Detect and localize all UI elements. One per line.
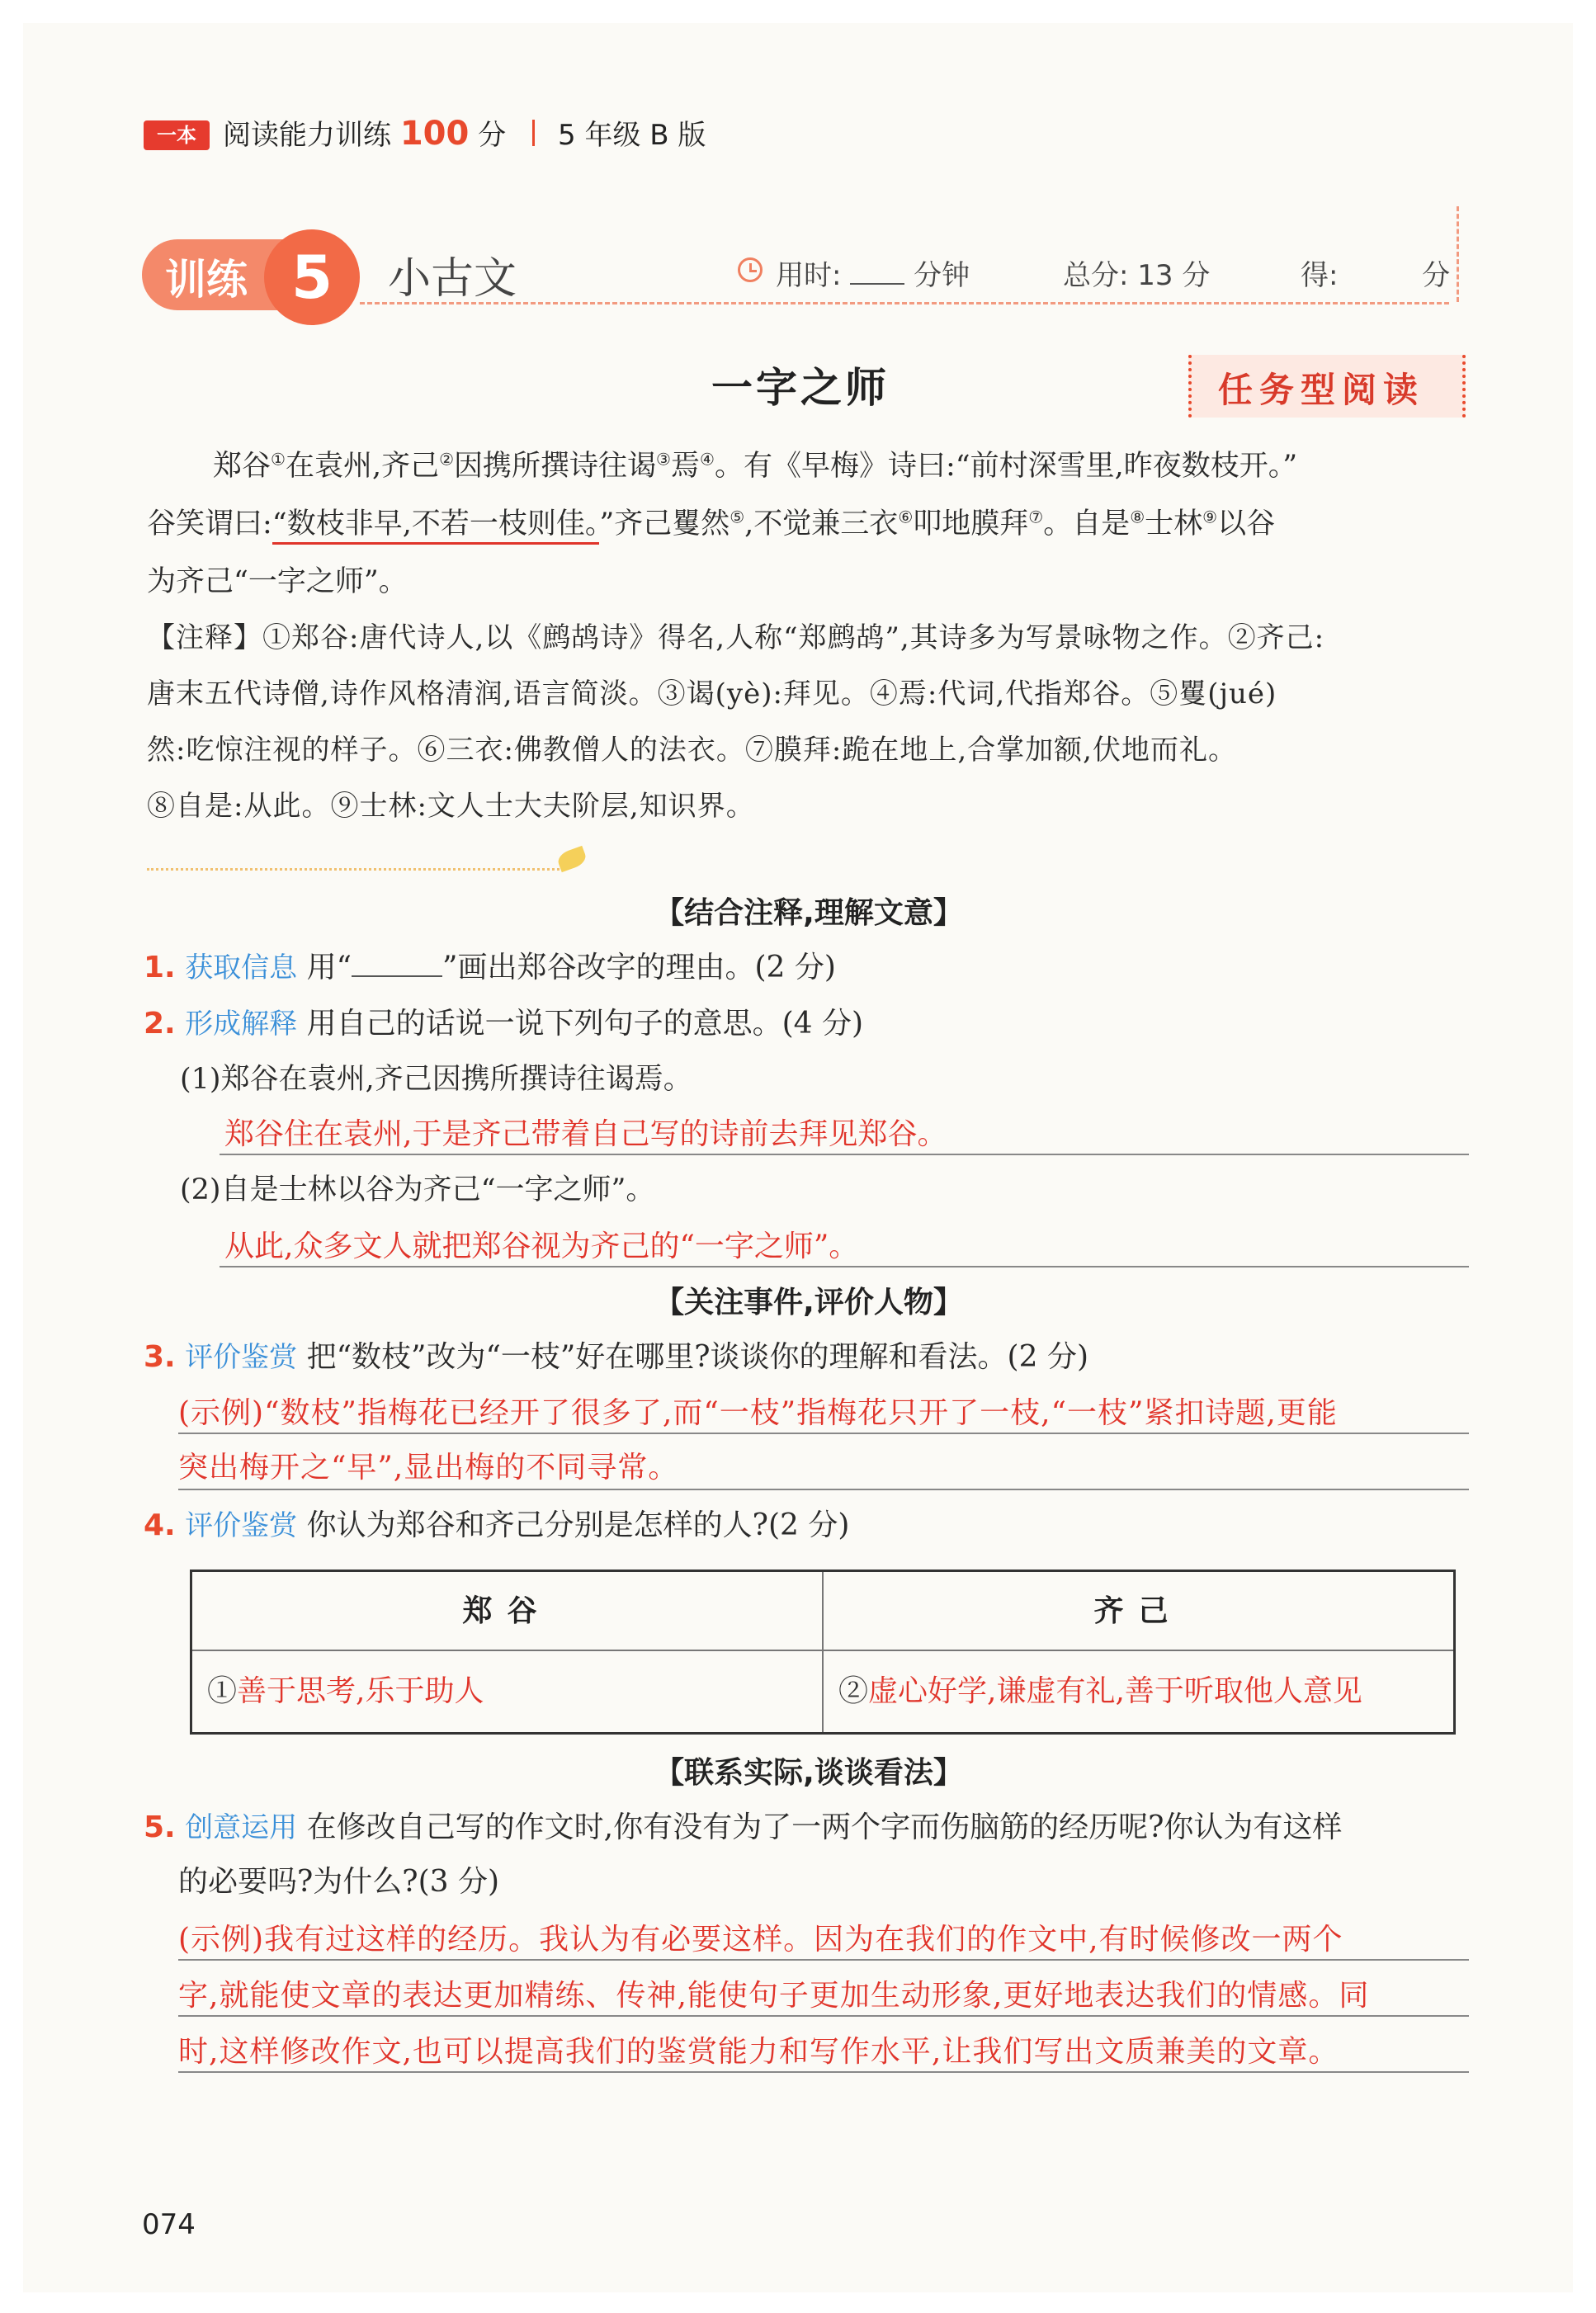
question-tag: 评价鉴赏 <box>185 1509 298 1542</box>
note-mark: ③ <box>656 449 671 470</box>
text-run: 以谷 <box>1217 507 1276 540</box>
cell-mark: ① <box>207 1674 238 1708</box>
section-heading-2: 【关注事件,评价人物】 <box>654 1286 963 1319</box>
banner-label: 训练 <box>165 256 248 304</box>
table-row <box>192 1651 1453 1732</box>
cell-answer: 善于思考,乐于助人 <box>237 1674 484 1708</box>
text-run: 焉 <box>670 450 700 483</box>
answer-5-line-2: 字,就能使文章的表达更加精练、传神,能使句子更加生动形象,更好地表达我们的情感。同 <box>178 1979 1370 2013</box>
brand-badge: 一本 <box>144 120 210 150</box>
text-run: 叩地膜拜 <box>913 507 1029 540</box>
text-run: 郑谷 <box>213 450 272 483</box>
text-run: 谷笑谓曰: <box>147 507 272 540</box>
book-unit: 分 <box>478 119 507 152</box>
question-text: 把“数枝”改为“一枝”好在哪里?谈谈你的理解和看法。(2 分) <box>306 1340 1088 1374</box>
table-header-cell: 郑谷 <box>192 1572 824 1651</box>
time-label: 用时: <box>776 259 842 292</box>
book-title-text: 阅读能力训练 <box>223 119 391 152</box>
text-run: 。有《早梅》诗曰:“前村深雪里,昨夜数枝开。” <box>714 450 1298 483</box>
answer-line <box>178 1489 1469 1490</box>
question-2 <box>144 997 863 1051</box>
book-title <box>223 112 506 153</box>
question-3 <box>144 1330 1088 1385</box>
time-field <box>776 253 970 293</box>
note-line-3: 然:吃惊注视的样子。⑥三衣:佛教僧人的法衣。⑦膜拜:跪在地上,合掌加额,伏地而礼。 <box>147 734 1237 767</box>
article-line-1 <box>147 437 1477 495</box>
article-title: 一字之师 <box>711 363 890 412</box>
table-cell <box>824 1651 1453 1732</box>
note-line-1: 【注释】①郑谷:唐代诗人,以《鹧鸪诗》得名,人称“郑鹧鸪”,其诗多为写景咏物之作。②齐己: <box>147 621 1325 654</box>
question-number: 3. <box>144 1340 176 1374</box>
answer-line <box>178 1433 1469 1434</box>
article-line-3: 为齐己“一字之师”。 <box>147 565 408 598</box>
question-tag: 评价鉴赏 <box>185 1341 298 1374</box>
question-tag: 形成解释 <box>185 1008 298 1041</box>
banner-dashed-line <box>360 302 1449 304</box>
question-tag: 创意运用 <box>185 1811 298 1844</box>
question-text: 用自己的话说一说下列句子的意思。(4 分) <box>306 1007 864 1041</box>
note-mark: ⑤ <box>730 507 745 527</box>
question-5-line-2: 的必要吗?为什么?(3 分) <box>178 1865 500 1899</box>
text-run: 。自是 <box>1043 507 1131 540</box>
text-run: 在袁州,齐己 <box>285 450 440 483</box>
question-text: ”画出郑谷改字的理由。(2 分) <box>442 951 836 984</box>
note-mark: ① <box>271 449 286 470</box>
question-2-sub-1: (1)郑谷在袁州,齐己因携所撰诗往谒焉。 <box>180 1063 692 1096</box>
answer-3-line-2: 突出梅开之“早”,显出梅的不同寻常。 <box>178 1451 679 1485</box>
book-score: 100 <box>399 115 470 153</box>
banner-dashed-vline <box>1457 206 1459 302</box>
cell-mark: ② <box>838 1674 869 1708</box>
note-mark: ② <box>439 449 455 470</box>
divider <box>147 868 560 871</box>
section-heading-1: 【结合注释,理解文意】 <box>654 896 963 930</box>
note-line-2: 唐末五代诗僧,诗作风格清润,语言简淡。③谒(yè):拜见。④焉:代词,代指郑谷。⑤矍(jué) <box>147 677 1277 710</box>
text-run: ”齐己矍然 <box>599 507 730 540</box>
question-tag: 获取信息 <box>185 951 298 984</box>
question-4 <box>144 1499 849 1553</box>
answer-5-line-1: (示例)我有过这样的经历。我认为有必要这样。因为在我们的作文中,有时候修改一两个 <box>178 1923 1343 1957</box>
answer-blank[interactable] <box>352 951 442 977</box>
answer-line <box>220 1266 1469 1267</box>
question-text: 在修改自己写的作文时,你有没有为了一两个字而伤脑筋的经历呢?你认为有这样 <box>306 1810 1343 1844</box>
score-field <box>1301 253 1450 293</box>
score-unit: 分 <box>1422 259 1451 292</box>
clock-icon <box>738 257 763 282</box>
note-mark: ④ <box>700 449 715 470</box>
grade-label: 5 年级 B 版 <box>558 119 706 152</box>
question-number: 5. <box>144 1810 176 1844</box>
answer-2-1: 郑谷住在袁州,于是齐己带着自己写的诗前去拜见郑谷。 <box>224 1117 947 1151</box>
page-number: 074 <box>142 2208 196 2241</box>
answer-5-line-3: 时,这样修改作文,也可以提高我们的鉴赏能力和写作水平,让我们写出文质兼美的文章。 <box>178 2035 1339 2069</box>
score-label: 得: <box>1301 259 1339 292</box>
question-number: 4. <box>144 1508 176 1542</box>
question-5 <box>144 1801 1342 1855</box>
answer-line <box>178 2071 1469 2073</box>
table-header-row <box>192 1572 1453 1651</box>
answer-2-2: 从此,众多文人就把郑谷视为齐己的“一字之师”。 <box>224 1230 859 1263</box>
time-blank[interactable] <box>850 260 904 285</box>
text-run: 士林 <box>1145 507 1203 540</box>
cell-answer: 虚心好学,谦虚有礼,善于听取他人意见 <box>868 1674 1362 1708</box>
evaluation-table <box>190 1570 1456 1735</box>
header-separator <box>532 120 535 146</box>
banner-type: 小古文 <box>388 254 517 304</box>
banner-number: 5 <box>264 229 360 325</box>
note-mark: ⑧ <box>1130 507 1145 527</box>
note-line-4: ⑧自是:从此。⑨士林:文人士大夫阶层,知识界。 <box>147 790 755 823</box>
time-unit: 分钟 <box>914 259 970 292</box>
question-text: 你认为郑谷和齐己分别是怎样的人?(2 分) <box>306 1508 850 1542</box>
note-mark: ⑨ <box>1202 507 1218 527</box>
text-run: 因携所撰诗往谒 <box>454 450 657 483</box>
section-heading-3: 【联系实际,谈谈看法】 <box>654 1756 963 1790</box>
question-1 <box>144 941 836 995</box>
article-line-2 <box>147 495 1477 553</box>
total-score: 总分: 13 分 <box>1063 259 1211 292</box>
underlined-reason: “数枝非早,不若一枝则佳。 <box>272 507 600 545</box>
answer-3-line-1: (示例)“数枝”指梅花已经开了很多了,而“一枝”指梅花只开了一枝,“一枝”紧扣诗题,更能 <box>178 1396 1338 1430</box>
table-header-cell: 齐己 <box>824 1572 1453 1651</box>
answer-line <box>220 1154 1469 1155</box>
answer-line <box>178 2015 1469 2017</box>
question-number: 2. <box>144 1007 176 1041</box>
question-2-sub-2: (2)自是士林以谷为齐己“一字之师”。 <box>180 1173 655 1206</box>
question-number: 1. <box>144 951 176 984</box>
answer-line <box>178 1959 1469 1961</box>
question-text: 用“ <box>306 951 352 984</box>
text-run: ,不觉兼三衣 <box>744 507 899 540</box>
task-tag: 任务型阅读 <box>1218 370 1425 410</box>
note-mark: ⑥ <box>898 507 914 527</box>
note-mark: ⑦ <box>1028 507 1044 527</box>
table-cell <box>192 1651 824 1732</box>
